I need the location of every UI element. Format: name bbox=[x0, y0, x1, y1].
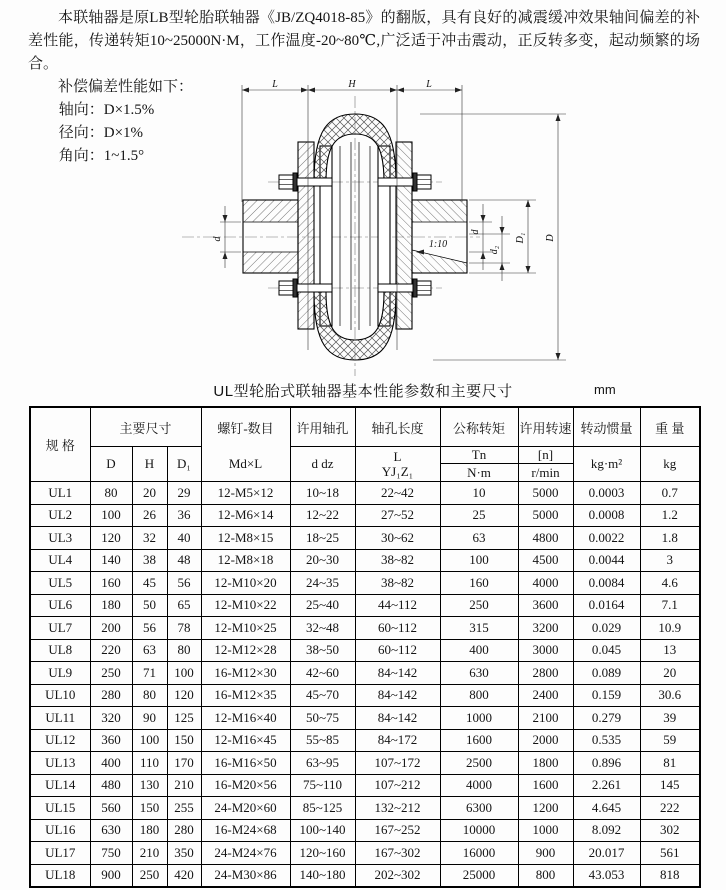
value-cell: 1600 bbox=[440, 729, 518, 752]
value-cell: 26 bbox=[132, 504, 167, 527]
dim-label-d-left: d bbox=[212, 236, 223, 242]
value-cell: 60~112 bbox=[355, 617, 440, 640]
value-cell: 24~35 bbox=[290, 572, 355, 595]
value-cell: 132~212 bbox=[355, 797, 440, 820]
value-cell: 120 bbox=[167, 684, 201, 707]
value-cell: 6300 bbox=[440, 797, 518, 820]
table-unit-label: mm bbox=[594, 382, 616, 397]
table-row bbox=[30, 864, 700, 887]
value-cell: 2500 bbox=[440, 752, 518, 775]
dim-label-h: H bbox=[348, 79, 356, 90]
value-cell: 630 bbox=[90, 819, 132, 842]
value-cell: 202~302 bbox=[355, 864, 440, 887]
value-cell: 160 bbox=[440, 572, 518, 595]
radial-offset-line: 径向：D×1% bbox=[58, 125, 144, 141]
value-cell: 167~252 bbox=[355, 819, 440, 842]
value-cell: 2.261 bbox=[573, 774, 640, 797]
value-cell: 4.6 bbox=[640, 572, 700, 595]
value-cell: 400 bbox=[440, 639, 518, 662]
value-cell: 8.092 bbox=[573, 819, 640, 842]
value-cell: 1800 bbox=[518, 752, 573, 775]
value-cell: 180 bbox=[132, 819, 167, 842]
value-cell: 0.279 bbox=[573, 707, 640, 730]
value-cell: 480 bbox=[90, 774, 132, 797]
header-dim-d: D bbox=[90, 447, 132, 482]
value-cell: 145 bbox=[640, 774, 700, 797]
value-cell: 38~82 bbox=[355, 549, 440, 572]
value-cell: 4000 bbox=[518, 572, 573, 595]
value-cell: 2400 bbox=[518, 684, 573, 707]
value-cell: 4000 bbox=[440, 774, 518, 797]
value-cell: 210 bbox=[132, 842, 167, 865]
right-shaft bbox=[412, 200, 467, 273]
value-cell: 45~70 bbox=[290, 684, 355, 707]
value-cell: 81 bbox=[640, 752, 700, 775]
value-cell: 120 bbox=[90, 527, 132, 550]
dim-label-d2: d₂ bbox=[489, 245, 500, 255]
header-speed-sym: [n] bbox=[518, 447, 573, 464]
value-cell: 10 bbox=[440, 482, 518, 505]
angular-offset-line: 角向：1~1.5° bbox=[58, 148, 145, 164]
value-cell: 84~142 bbox=[355, 684, 440, 707]
value-cell: 44~112 bbox=[355, 594, 440, 617]
spec-cell: UL5 bbox=[30, 572, 90, 595]
coupling-cross-section-drawing bbox=[180, 76, 600, 380]
value-cell: 84~142 bbox=[355, 662, 440, 685]
value-cell: 22~42 bbox=[355, 482, 440, 505]
value-cell: 630 bbox=[440, 662, 518, 685]
value-cell: 80 bbox=[167, 639, 201, 662]
value-cell: 16000 bbox=[440, 842, 518, 865]
value-cell: 2000 bbox=[518, 729, 573, 752]
value-cell: 16-M24×68 bbox=[201, 819, 290, 842]
header-bore-length-sub bbox=[355, 447, 440, 482]
value-cell: 16-M20×56 bbox=[201, 774, 290, 797]
value-cell: 25 bbox=[440, 504, 518, 527]
value-cell: 10~18 bbox=[290, 482, 355, 505]
value-cell: 25000 bbox=[440, 864, 518, 887]
header-main-dims: 主要尺寸 bbox=[90, 407, 201, 447]
value-cell: 12~22 bbox=[290, 504, 355, 527]
table-row bbox=[30, 504, 700, 527]
intro-paragraph: 本联轴器是原LB型轮胎联轴器《JB/ZQ4018-85》的翻版，具有良好的减震缓冲效果轴间偏差的补差性能，传递转矩10~25000N·M，工作温度-20~80℃,广泛适于冲击震动，正反转多变，起动频繁的场合。 bbox=[28, 10, 700, 72]
value-cell: 12-M16×40 bbox=[201, 707, 290, 730]
value-cell: 20 bbox=[640, 662, 700, 685]
value-cell: 0.0008 bbox=[573, 504, 640, 527]
header-screws-label: 螺钉-数目 bbox=[217, 420, 274, 436]
value-cell: 24-M24×76 bbox=[201, 842, 290, 865]
value-cell: 4800 bbox=[518, 527, 573, 550]
header-bore-sub: d dz bbox=[290, 447, 355, 482]
value-cell: 12-M10×22 bbox=[201, 594, 290, 617]
value-cell: 0.159 bbox=[573, 684, 640, 707]
spec-cell: UL17 bbox=[30, 842, 90, 865]
value-cell: 222 bbox=[640, 797, 700, 820]
taper-label: 1:10 bbox=[428, 239, 448, 250]
value-cell: 315 bbox=[440, 617, 518, 640]
value-cell: 200 bbox=[90, 617, 132, 640]
value-cell: 16-M12×35 bbox=[201, 684, 290, 707]
value-cell: 56 bbox=[167, 572, 201, 595]
value-cell: 100 bbox=[132, 729, 167, 752]
header-weight-unit: kg bbox=[640, 447, 700, 482]
value-cell: 18~25 bbox=[290, 527, 355, 550]
value-cell: 5000 bbox=[518, 504, 573, 527]
table-row bbox=[30, 594, 700, 617]
value-cell: 75~110 bbox=[290, 774, 355, 797]
value-cell: 250 bbox=[440, 594, 518, 617]
left-shaft bbox=[243, 200, 298, 273]
spec-table-body bbox=[30, 482, 700, 888]
value-cell: 63 bbox=[440, 527, 518, 550]
value-cell: 16-M16×50 bbox=[201, 752, 290, 775]
value-cell: 12-M5×12 bbox=[201, 482, 290, 505]
header-bore: 许用轴孔 bbox=[290, 407, 355, 447]
value-cell: 1200 bbox=[518, 797, 573, 820]
value-cell: 20~30 bbox=[290, 549, 355, 572]
dim-label-d1: D₁ bbox=[515, 232, 526, 244]
value-cell: 100 bbox=[167, 662, 201, 685]
spec-cell: UL8 bbox=[30, 639, 90, 662]
axial-offset-line: 轴向：D×1.5% bbox=[58, 102, 155, 118]
value-cell: 350 bbox=[167, 842, 201, 865]
value-cell: 120~160 bbox=[290, 842, 355, 865]
value-cell: 818 bbox=[640, 864, 700, 887]
value-cell: 56 bbox=[132, 617, 167, 640]
value-cell: 2800 bbox=[518, 662, 573, 685]
value-cell: 85~125 bbox=[290, 797, 355, 820]
value-cell: 420 bbox=[167, 864, 201, 887]
value-cell: 50~75 bbox=[290, 707, 355, 730]
value-cell: 100 bbox=[90, 504, 132, 527]
dim-label-l-right: L bbox=[426, 79, 432, 90]
value-cell: 84~172 bbox=[355, 729, 440, 752]
value-cell: 12-M6×14 bbox=[201, 504, 290, 527]
value-cell: 20.017 bbox=[573, 842, 640, 865]
spec-cell: UL18 bbox=[30, 864, 90, 887]
table-title: UL型轮胎式联轴器基本性能参数和主要尺寸 bbox=[213, 383, 513, 400]
table-row bbox=[30, 819, 700, 842]
value-cell: 12-M10×25 bbox=[201, 617, 290, 640]
value-cell: 900 bbox=[518, 842, 573, 865]
table-row bbox=[30, 482, 700, 505]
table-title-row bbox=[0, 380, 726, 402]
value-cell: 24-M20×60 bbox=[201, 797, 290, 820]
value-cell: 30.6 bbox=[640, 684, 700, 707]
value-cell: 42~60 bbox=[290, 662, 355, 685]
value-cell: 30~62 bbox=[355, 527, 440, 550]
spec-cell: UL7 bbox=[30, 617, 90, 640]
value-cell: 1.8 bbox=[640, 527, 700, 550]
value-cell: 800 bbox=[518, 864, 573, 887]
value-cell: 561 bbox=[640, 842, 700, 865]
header-bore-length: 轴孔长度 bbox=[355, 407, 440, 447]
table-row bbox=[30, 752, 700, 775]
value-cell: 10000 bbox=[440, 819, 518, 842]
header-inertia: 转动惯量 bbox=[573, 407, 640, 447]
value-cell: 0.0164 bbox=[573, 594, 640, 617]
dim-label-d-right: d bbox=[470, 229, 481, 235]
value-cell: 12-M10×20 bbox=[201, 572, 290, 595]
spec-cell: UL4 bbox=[30, 549, 90, 572]
value-cell: 140 bbox=[90, 549, 132, 572]
value-cell: 2100 bbox=[518, 707, 573, 730]
table-row bbox=[30, 729, 700, 752]
value-cell: 12-M8×18 bbox=[201, 549, 290, 572]
value-cell: 150 bbox=[167, 729, 201, 752]
value-cell: 12-M12×28 bbox=[201, 639, 290, 662]
compensation-heading: 补偿偏差性能如下： bbox=[58, 79, 194, 95]
value-cell: 110 bbox=[132, 752, 167, 775]
value-cell: 32 bbox=[132, 527, 167, 550]
value-cell: 25~40 bbox=[290, 594, 355, 617]
value-cell: 150 bbox=[132, 797, 167, 820]
value-cell: 16-M12×30 bbox=[201, 662, 290, 685]
spec-table-header bbox=[30, 407, 700, 482]
dim-label-d-outer: D bbox=[545, 234, 556, 242]
spec-cell: UL2 bbox=[30, 504, 90, 527]
value-cell: 0.0003 bbox=[573, 482, 640, 505]
value-cell: 12-M8×15 bbox=[201, 527, 290, 550]
header-inertia-unit: kg·m² bbox=[573, 447, 640, 482]
value-cell: 100~140 bbox=[290, 819, 355, 842]
value-cell: 320 bbox=[90, 707, 132, 730]
table-row bbox=[30, 684, 700, 707]
value-cell: 38~50 bbox=[290, 639, 355, 662]
value-cell: 250 bbox=[132, 864, 167, 887]
header-dim-h: H bbox=[132, 447, 167, 482]
value-cell: 1000 bbox=[440, 707, 518, 730]
value-cell: 360 bbox=[90, 729, 132, 752]
value-cell: 63~95 bbox=[290, 752, 355, 775]
value-cell: 170 bbox=[167, 752, 201, 775]
value-cell: 210 bbox=[167, 774, 201, 797]
table-row bbox=[30, 842, 700, 865]
value-cell: 140~180 bbox=[290, 864, 355, 887]
spec-cell: UL9 bbox=[30, 662, 90, 685]
value-cell: 800 bbox=[440, 684, 518, 707]
value-cell: 59 bbox=[640, 729, 700, 752]
spec-cell: UL16 bbox=[30, 819, 90, 842]
value-cell: 0.0044 bbox=[573, 549, 640, 572]
table-row bbox=[30, 617, 700, 640]
value-cell: 80 bbox=[132, 684, 167, 707]
value-cell: 0.089 bbox=[573, 662, 640, 685]
value-cell: 160 bbox=[90, 572, 132, 595]
value-cell: 13 bbox=[640, 639, 700, 662]
spec-cell: UL3 bbox=[30, 527, 90, 550]
value-cell: 750 bbox=[90, 842, 132, 865]
value-cell: 3600 bbox=[518, 594, 573, 617]
value-cell: 100 bbox=[440, 549, 518, 572]
value-cell: 1600 bbox=[518, 774, 573, 797]
value-cell: 1.2 bbox=[640, 504, 700, 527]
table-row bbox=[30, 639, 700, 662]
value-cell: 302 bbox=[640, 819, 700, 842]
header-bore-length-sub2: YJ₁Z₁ bbox=[381, 464, 414, 479]
value-cell: 3 bbox=[640, 549, 700, 572]
value-cell: 80 bbox=[90, 482, 132, 505]
value-cell: 4.645 bbox=[573, 797, 640, 820]
value-cell: 400 bbox=[90, 752, 132, 775]
table-row bbox=[30, 774, 700, 797]
value-cell: 107~212 bbox=[355, 774, 440, 797]
table-row bbox=[30, 707, 700, 730]
value-cell: 10.9 bbox=[640, 617, 700, 640]
value-cell: 4500 bbox=[518, 549, 573, 572]
header-speed: 许用转速 bbox=[518, 407, 573, 447]
spec-cell: UL13 bbox=[30, 752, 90, 775]
value-cell: 63 bbox=[132, 639, 167, 662]
value-cell: 78 bbox=[167, 617, 201, 640]
value-cell: 7.1 bbox=[640, 594, 700, 617]
value-cell: 71 bbox=[132, 662, 167, 685]
value-cell: 900 bbox=[90, 864, 132, 887]
value-cell: 12-M16×45 bbox=[201, 729, 290, 752]
value-cell: 24-M30×86 bbox=[201, 864, 290, 887]
value-cell: 50 bbox=[132, 594, 167, 617]
value-cell: 0.896 bbox=[573, 752, 640, 775]
value-cell: 280 bbox=[90, 684, 132, 707]
value-cell: 0.0022 bbox=[573, 527, 640, 550]
value-cell: 107~172 bbox=[355, 752, 440, 775]
header-torque: 公称转矩 bbox=[440, 407, 518, 447]
value-cell: 0.0084 bbox=[573, 572, 640, 595]
value-cell: 180 bbox=[90, 594, 132, 617]
value-cell: 60~112 bbox=[355, 639, 440, 662]
value-cell: 0.045 bbox=[573, 639, 640, 662]
value-cell: 560 bbox=[90, 797, 132, 820]
value-cell: 1000 bbox=[518, 819, 573, 842]
table-row bbox=[30, 662, 700, 685]
value-cell: 0.029 bbox=[573, 617, 640, 640]
table-row bbox=[30, 572, 700, 595]
value-cell: 55~85 bbox=[290, 729, 355, 752]
value-cell: 45 bbox=[132, 572, 167, 595]
value-cell: 27~52 bbox=[355, 504, 440, 527]
dim-label-l-left: L bbox=[272, 79, 278, 90]
header-bore-length-sub1: L bbox=[393, 449, 402, 464]
spec-cell: UL10 bbox=[30, 684, 90, 707]
value-cell: 32~48 bbox=[290, 617, 355, 640]
table-row bbox=[30, 797, 700, 820]
value-cell: 220 bbox=[90, 639, 132, 662]
table-row bbox=[30, 527, 700, 550]
value-cell: 48 bbox=[167, 549, 201, 572]
spec-cell: UL14 bbox=[30, 774, 90, 797]
value-cell: 250 bbox=[90, 662, 132, 685]
header-dim-d1: D₁ bbox=[167, 447, 201, 482]
value-cell: 36 bbox=[167, 504, 201, 527]
value-cell: 280 bbox=[167, 819, 201, 842]
value-cell: 38~82 bbox=[355, 572, 440, 595]
spec-cell: UL1 bbox=[30, 482, 90, 505]
value-cell: 5000 bbox=[518, 482, 573, 505]
value-cell: 255 bbox=[167, 797, 201, 820]
value-cell: 65 bbox=[167, 594, 201, 617]
value-cell: 20 bbox=[132, 482, 167, 505]
spec-cell: UL6 bbox=[30, 594, 90, 617]
value-cell: 130 bbox=[132, 774, 167, 797]
value-cell: 3200 bbox=[518, 617, 573, 640]
header-weight: 重 量 bbox=[640, 407, 700, 447]
value-cell: 0.535 bbox=[573, 729, 640, 752]
header-screws-sub: Md×L bbox=[228, 455, 263, 471]
value-cell: 38 bbox=[132, 549, 167, 572]
header-spec: 规 格 bbox=[30, 407, 90, 482]
header-speed-unit: r/min bbox=[518, 464, 573, 482]
table-row bbox=[30, 549, 700, 572]
spec-cell: UL11 bbox=[30, 707, 90, 730]
value-cell: 43.053 bbox=[573, 864, 640, 887]
value-cell: 125 bbox=[167, 707, 201, 730]
spec-cell: UL12 bbox=[30, 729, 90, 752]
value-cell: 90 bbox=[132, 707, 167, 730]
value-cell: 84~142 bbox=[355, 707, 440, 730]
value-cell: 29 bbox=[167, 482, 201, 505]
header-torque-unit: N·m bbox=[440, 464, 518, 482]
value-cell: 40 bbox=[167, 527, 201, 550]
header-screws bbox=[201, 407, 290, 482]
spec-cell: UL15 bbox=[30, 797, 90, 820]
value-cell: 0.7 bbox=[640, 482, 700, 505]
spec-table bbox=[29, 406, 701, 888]
header-torque-sym: Tn bbox=[440, 447, 518, 464]
value-cell: 39 bbox=[640, 707, 700, 730]
value-cell: 167~302 bbox=[355, 842, 440, 865]
value-cell: 3000 bbox=[518, 639, 573, 662]
